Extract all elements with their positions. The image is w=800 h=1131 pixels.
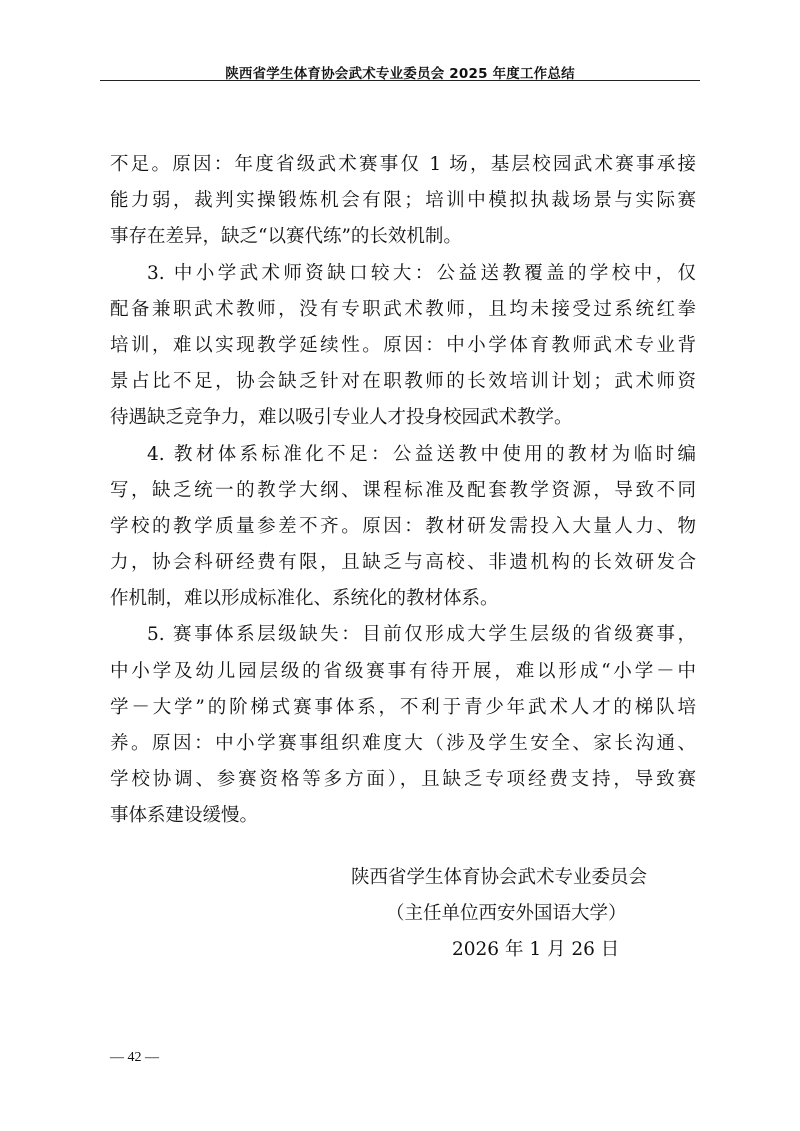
body-line: 学校协调、参赛资格等多方面），且缺乏专项经费支持，导致赛: [110, 769, 696, 791]
signature-org: 陕西省学生体育协会武术专业委员会: [351, 867, 648, 888]
body-line: 学－大学”的阶梯式赛事体系，不利于青少年武术人才的梯队培: [110, 696, 696, 718]
signature-host: （主任单位西安外国语大学）: [386, 903, 627, 924]
body-line: 培训，难以实现教学延续性。原因：中小学体育教师武术专业背: [110, 334, 696, 356]
header-divider: [100, 80, 700, 81]
body-line: 能力弱，裁判实操锻炼机会有限；培训中模拟执裁场景与实际赛: [110, 190, 696, 212]
body-line: 学校的教学质量参差不齐。原因：教材研发需投入大量人力、物: [110, 515, 696, 537]
body-line: 中小学及幼儿园层级的省级赛事有待开展，难以形成“小学－中: [110, 660, 696, 682]
body-line: 力，协会科研经费有限，且缺乏与高校、非遗机构的长效研发合: [110, 552, 696, 574]
body-line: 配备兼职武术教师，没有专职武术教师，且均未接受过系统红拳: [110, 298, 696, 320]
page-number: — 42 —: [110, 1050, 159, 1065]
body-line: 3. 中小学武术师资缺口较大：公益送教覆盖的学校中，仅: [147, 262, 696, 284]
signature-date: 2026 年 1 月 26 日: [452, 939, 620, 960]
body-line: 景占比不足，协会缺乏针对在职教师的长效培训计划；武术师资: [110, 371, 696, 393]
body-line: 事存在差异，缺乏“以赛代练”的长效机制。: [110, 226, 462, 248]
body-line: 写，缺乏统一的教学大纲、课程标准及配套教学资源，导致不同: [110, 479, 696, 501]
document-body: [110, 147, 696, 835]
body-line: 不足。原因：年度省级武术赛事仅 1 场，基层校园武术赛事承接: [110, 154, 696, 175]
body-line: 5. 赛事体系层级缺失：目前仅形成大学生层级的省级赛事，: [147, 624, 696, 646]
body-line: 待遇缺乏竞争力，难以吸引专业人才投身校园武术教学。: [110, 407, 573, 429]
body-line: 事体系建设缓慢。: [110, 805, 259, 827]
body-line: 养。原因：中小学赛事组织难度大（涉及学生安全、家长沟通、: [110, 733, 696, 754]
running-header: 陕西省学生体育协会武术专业委员会 2025 年度工作总结: [225, 66, 575, 82]
body-line: 4. 教材体系标准化不足：公益送教中使用的教材为临时编: [147, 443, 696, 465]
body-line: 作机制，难以形成标准化、系统化的教材体系。: [110, 588, 499, 610]
